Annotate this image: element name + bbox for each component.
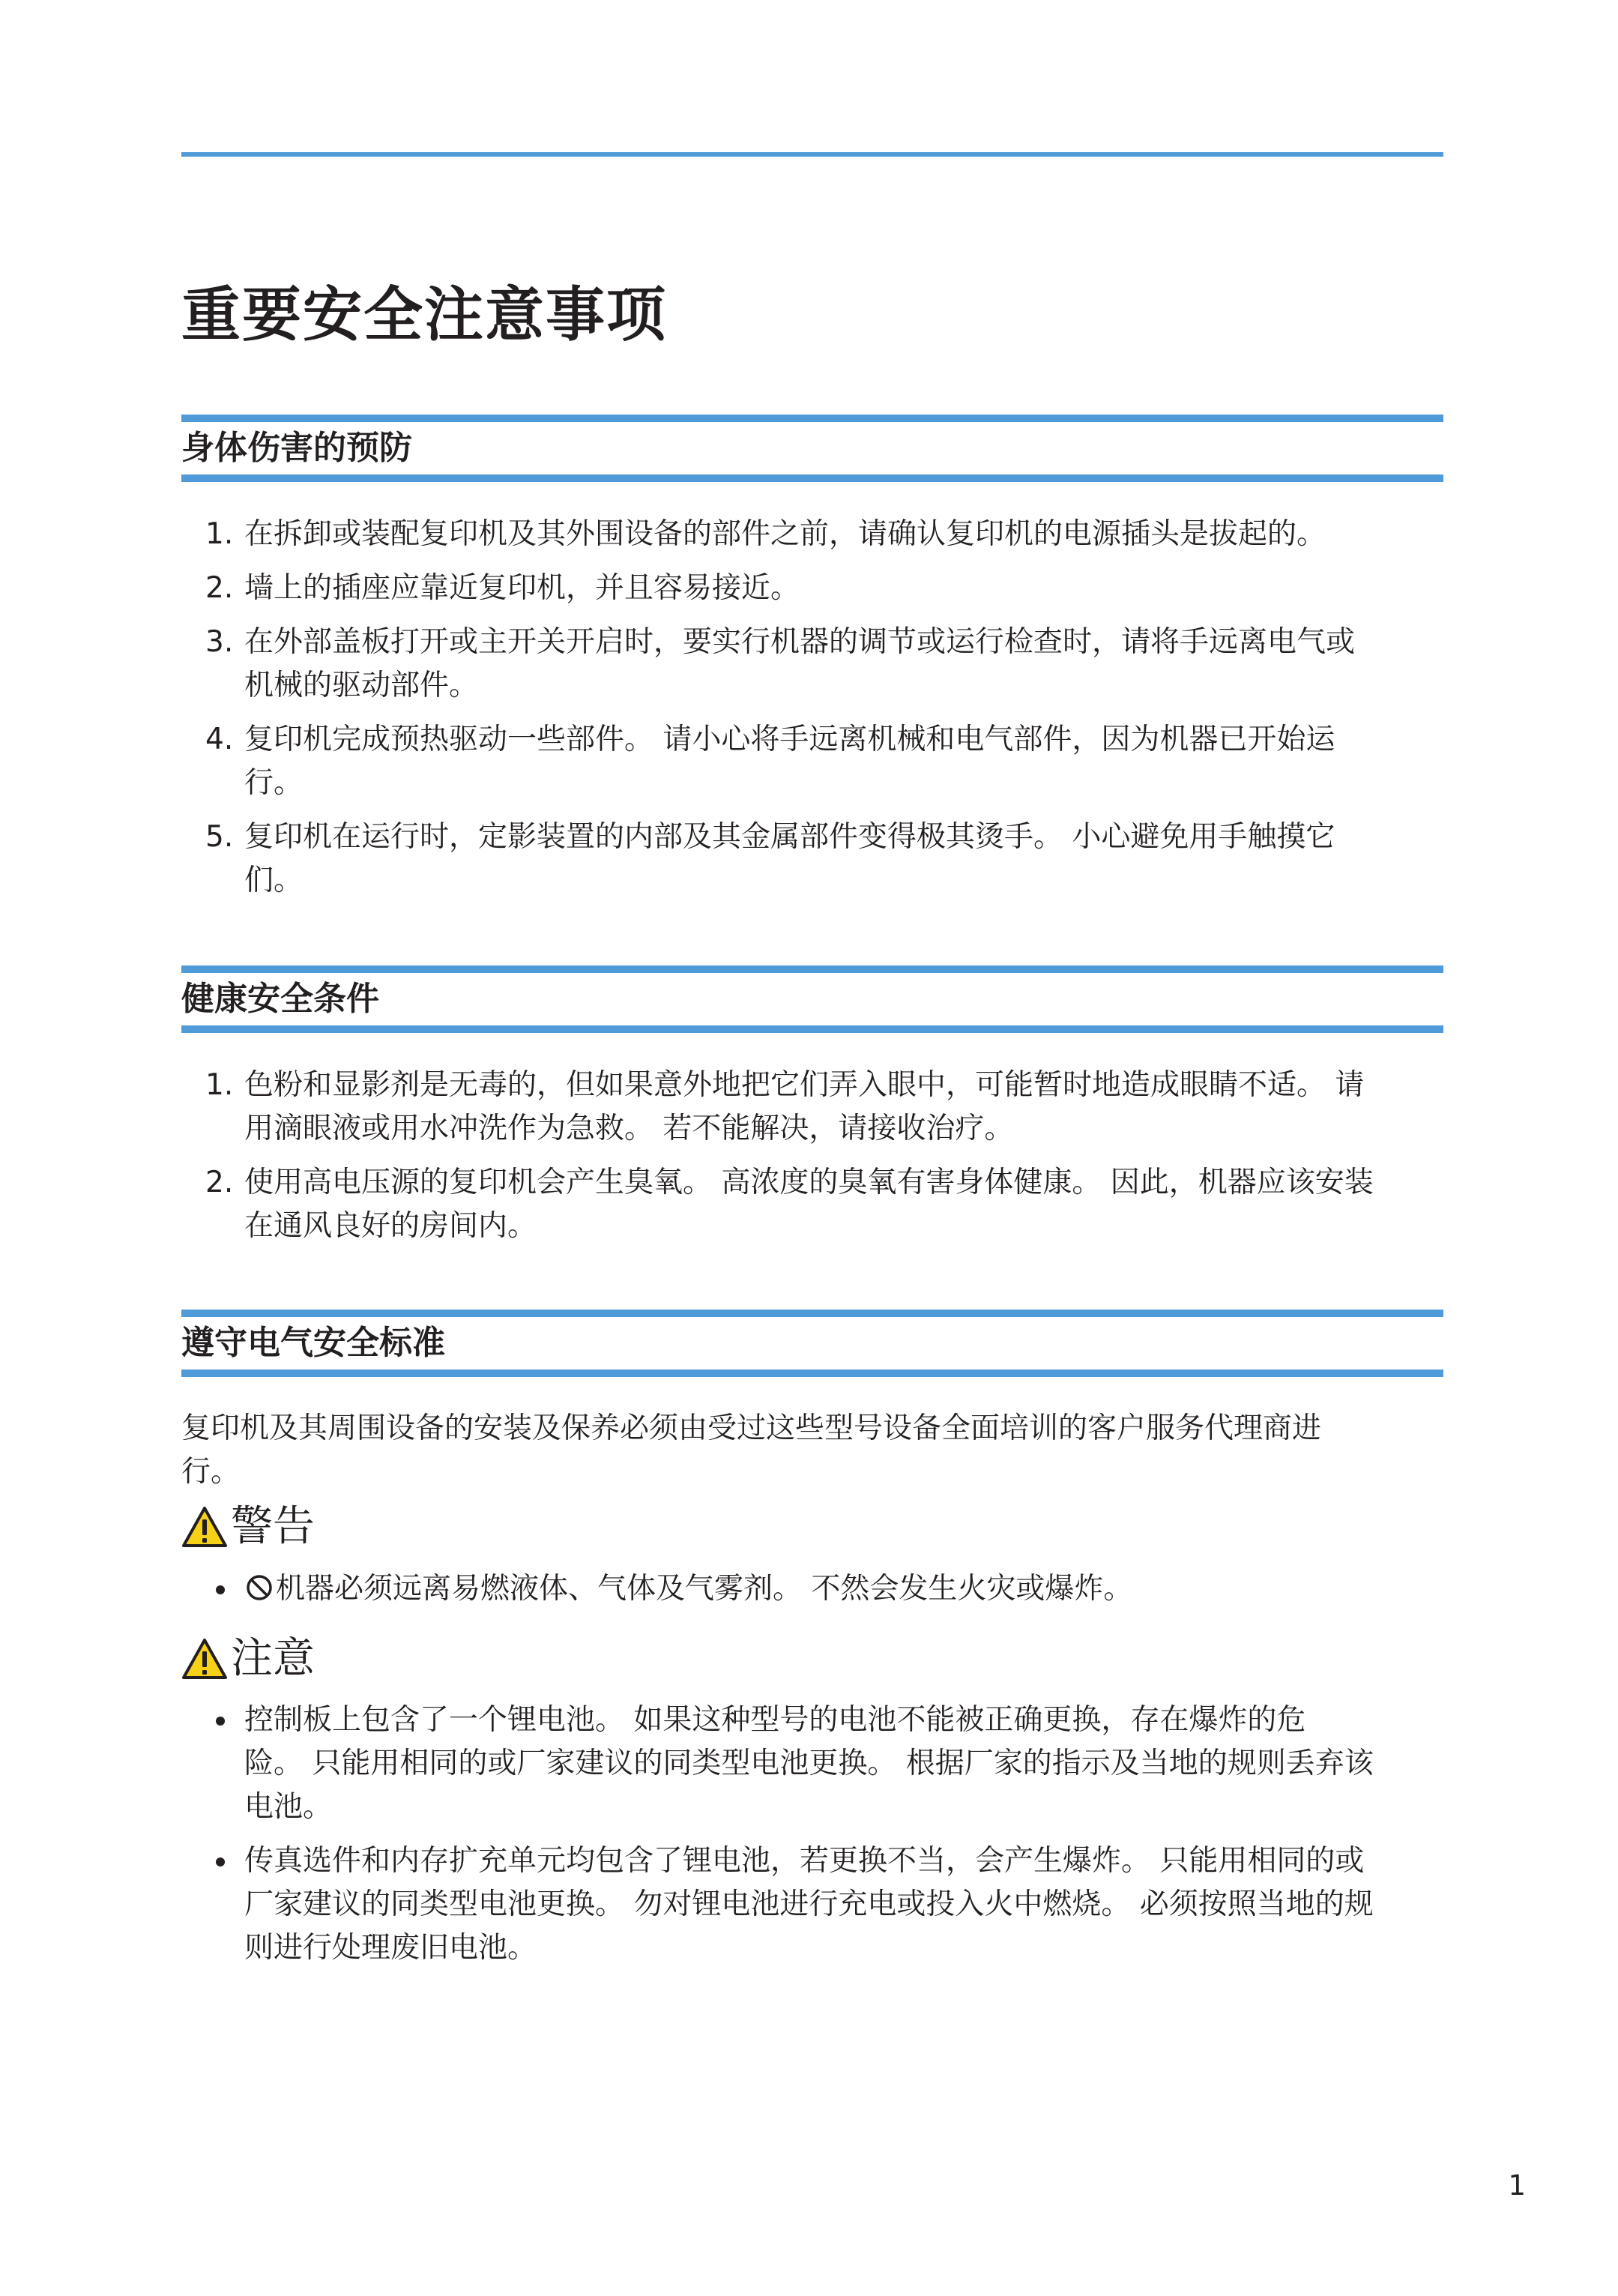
list-item	[181, 1064, 1455, 1151]
page-number: 1	[1508, 2169, 1526, 2202]
item-line: 墙上的插座应靠近复印机，并且容易接近。	[244, 571, 800, 605]
top-rule	[181, 152, 1443, 157]
list-item	[181, 513, 1455, 556]
item-number: 5.	[205, 820, 234, 854]
list-item	[181, 567, 1455, 610]
item-line: 险。 只能用相同的或厂家建议的同类型电池更换。 根据厂家的指示及当地的规则丢弃该	[244, 1747, 1374, 1780]
item-line: 复印机完成预热驱动一些部件。 请小心将手远离机械和电气部件，因为机器已开始运	[244, 723, 1335, 756]
caution-heading	[181, 1633, 315, 1685]
list-item	[181, 1839, 1455, 1970]
list-item	[181, 1567, 1455, 1611]
item-line: 用滴眼液或用水冲洗作为急救。 若不能解决，请接收治疗。	[244, 1112, 1014, 1145]
list-item	[181, 816, 1455, 903]
item-number: 1.	[205, 517, 234, 551]
list-item	[181, 1699, 1455, 1829]
section-heading: 健康安全条件	[181, 980, 379, 1018]
section-header-electrical-safety	[181, 1310, 1443, 1377]
item-line: 机械的驱动部件。	[244, 669, 479, 702]
item-number: 2.	[205, 571, 234, 605]
section-rule-bottom	[181, 474, 1443, 482]
bullet-icon	[216, 1717, 225, 1726]
caution-title: 注意	[231, 1634, 315, 1683]
page-title: 重要安全注意事项	[181, 280, 667, 349]
caution-list	[181, 1699, 1455, 1970]
section-rule-top	[181, 965, 1443, 973]
item-number: 3.	[205, 625, 234, 659]
item-line: 色粉和显影剂是无毒的，但如果意外地把它们弄入眼中，可能暂时地造成眼睛不适。 请	[244, 1068, 1365, 1102]
item-line: 控制板上包含了一个锂电池。 如果这种型号的电池不能被正确更换，存在爆炸的危	[244, 1703, 1306, 1737]
item-line: 电池。	[244, 1790, 333, 1824]
prohibition-icon	[244, 1573, 274, 1603]
item-line: 机器必须远离易燃液体、气体及气雾剂。 不然会发生火灾或爆炸。	[276, 1572, 1133, 1606]
list-item	[181, 718, 1455, 805]
item-line: 复印机在运行时，定影装置的内部及其金属部件变得极其烫手。 小心避免用手触摸它	[244, 820, 1335, 854]
item-number: 4.	[205, 723, 234, 756]
intro-line: 复印机及其周围设备的安装及保养必须由受过这些型号设备全面培训的客户服务代理商进	[181, 1411, 1322, 1445]
item-line: 在外部盖板打开或主开关开启时，要实行机器的调节或运行检查时，请将手远离电气或	[244, 625, 1356, 659]
item-line: 们。	[244, 864, 304, 897]
item-line: 则进行处理废旧电池。	[244, 1931, 537, 1965]
list-item	[181, 1161, 1455, 1248]
item-number: 1.	[205, 1068, 234, 1102]
section-rule-bottom	[181, 1370, 1443, 1377]
electrical-intro	[181, 1407, 1455, 1494]
bullet-icon	[216, 1857, 225, 1866]
section-header-injury-prevention	[181, 415, 1443, 482]
item-line: 使用高电压源的复印机会产生臭氧。 高浓度的臭氧有害身体健康。 因此，机器应该安装	[244, 1166, 1374, 1199]
item-line: 在拆卸或装配复印机及其外围设备的部件之前，请确认复印机的电源插头是拔起的。	[244, 517, 1326, 551]
section-heading: 遵守电气安全标准	[181, 1324, 445, 1362]
warning-triangle-icon	[181, 1638, 228, 1680]
warning-triangle-icon	[181, 1506, 228, 1548]
section-heading: 身体伤害的预防	[181, 429, 412, 467]
list-item	[181, 621, 1455, 708]
section-rule-top	[181, 1310, 1443, 1317]
item-number: 2.	[205, 1166, 234, 1199]
item-line: 传真选件和内存扩充单元均包含了锂电池，若更换不当，会产生爆炸。 只能用相同的或	[244, 1844, 1365, 1878]
intro-line: 行。	[181, 1455, 241, 1489]
section-rule-bottom	[181, 1025, 1443, 1033]
bullet-icon	[216, 1585, 225, 1594]
item-line: 厂家建议的同类型电池更换。 勿对锂电池进行充电或投入火中燃烧。 必须按照当地的规	[244, 1887, 1374, 1921]
warning-list	[181, 1567, 1455, 1611]
health-safety-list	[181, 1064, 1455, 1248]
section-rule-top	[181, 415, 1443, 422]
item-line: 行。	[244, 766, 304, 800]
injury-prevention-list	[181, 513, 1455, 903]
section-header-health-safety	[181, 965, 1443, 1033]
warning-heading	[181, 1501, 315, 1553]
item-line: 在通风良好的房间内。	[244, 1209, 537, 1243]
warning-title: 警告	[231, 1502, 315, 1551]
